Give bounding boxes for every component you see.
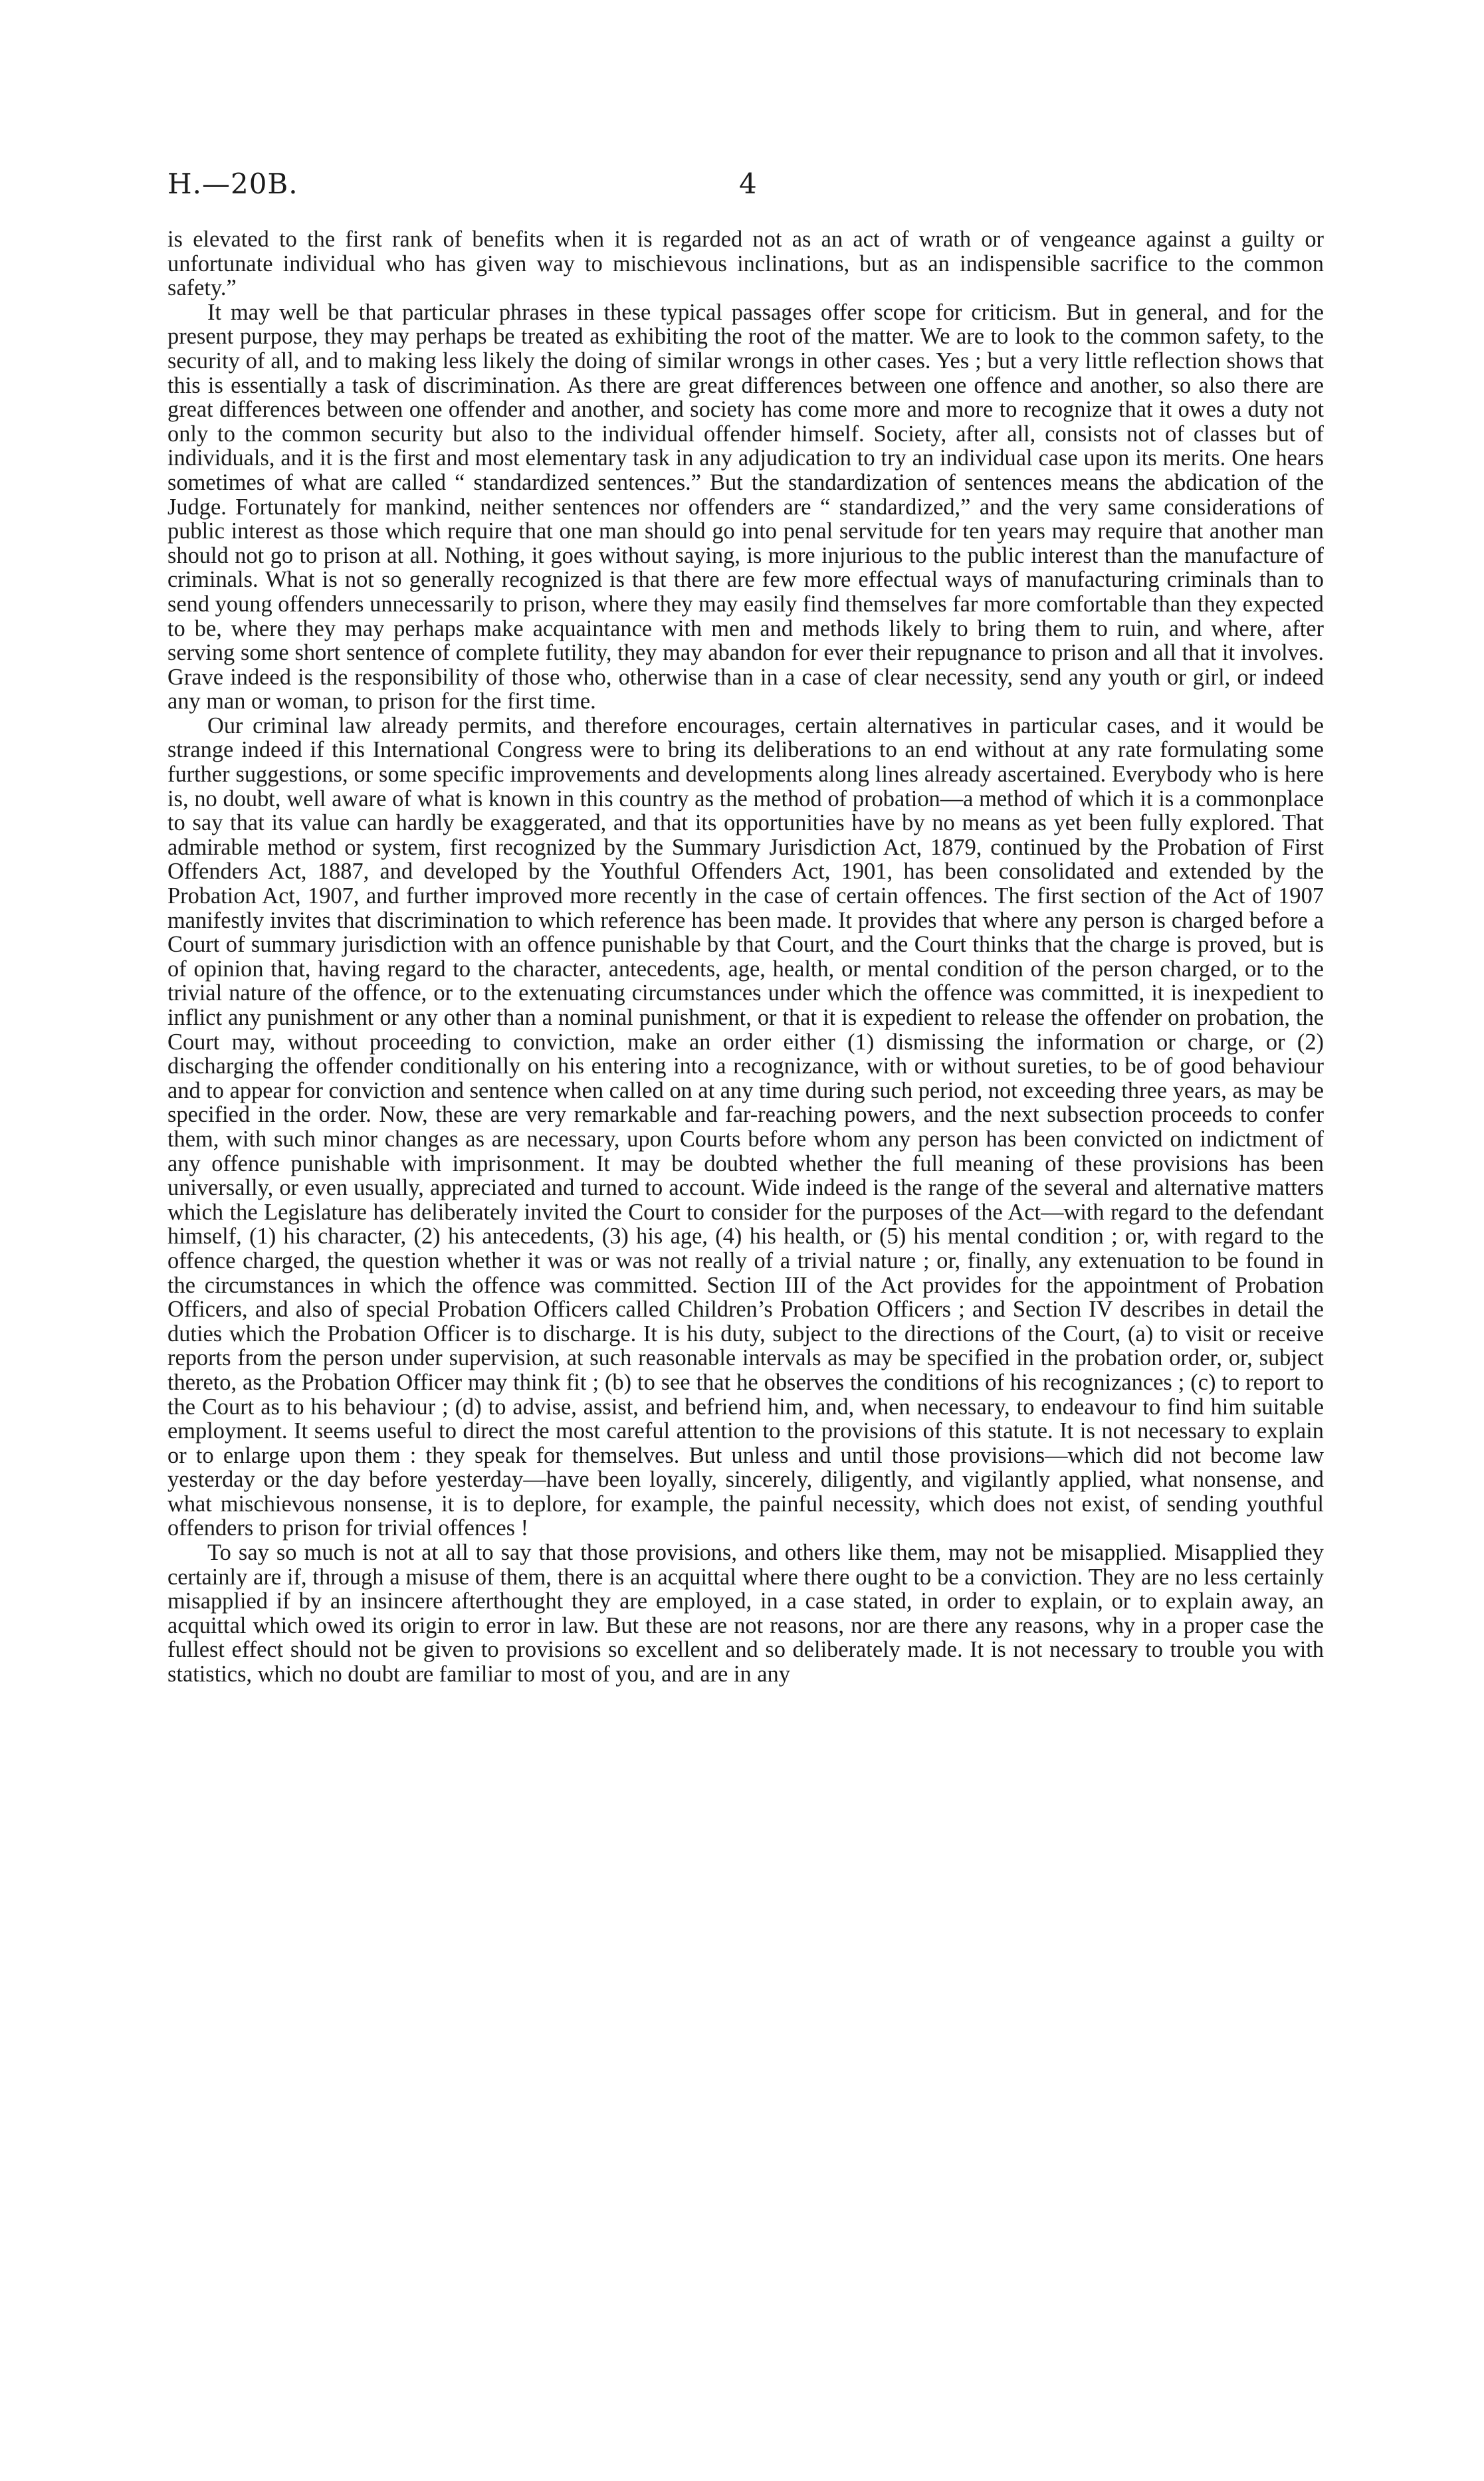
paragraph: Our criminal law already permits, and therefore encourages, certain alternatives in particular cases, and it would be strange indeed if this International Congress were to bring its deliberations to an end without at any rate formulating some further suggestions, or some specific improvements and developments along lines already ascertained. Everybody who is here is, no doubt, well aware of what is known in this country as the method of probation—a method of which it is a commonplace to say that its value can hardly be exaggerated, and that its opportunities have by no means as yet been fully explored. That admirable method or system, first recognized by the Summary Jurisdiction Act, 1879, continued by the Probation of First Offenders Act, 1887, and developed by the Youthful Offenders Act, 1901, has been consolidated and extended by the Probation Act, 1907, and further improved more recently in the case of certain offences. The first section of the Act of 1907 manifestly invites that discrimination to which reference has been made. It provides that where any person is charged before a Court of summary jurisdiction with an offence punishable by that Court, and the Court thinks that the charge is proved, but is of opinion that, having regard to the character, antecedents, age, health, or mental condition of the person charged, or to the trivial nature of the offence, or to the extenuating circumstances under which the offence was committed, it is inexpedient to inflict any punishment or any other than a nominal punishment, or that it is expedient to release the offender on probation, the Court may, without proceeding to conviction, make an order either (1) dismissing the information or charge, or (2) discharging the offender conditionally on his entering into a recognizance, with or without sureties, to be of good behaviour and to appear for conviction and sentence when called on at any time during such period, not exceeding three years, as may be specified in the order. Now, these are very remarkable and far-reaching powers, and the next subsection proceeds to confer them, with such minor changes as are necessary, upon Courts before whom any person has been convicted on indictment of any offence punishable with imprisonment. It may be doubted whether the full meaning of these provisions has been universally, or even usually, appreciated and turned to account. Wide indeed is the range of the several and alternative matters which the Legislature has deliberately invited the Court to consider for the purposes of the Act—with regard to the defendant himself, (1) his character, (2) his antecedents, (3) his age, (4) his health, or (5) his mental condition ; or, with regard to the offence charged, the question whether it was or was not really of a trivial nature ; or, finally, any extenuation to be found in the circumstances in which the offence was committed. Section III of the Act provides for the appointment of Probation Officers, and also of special Probation Officers called Children’s Probation Officers ; and Section IV describes in detail the duties which the Probation Officer is to discharge. It is his duty, subject to the directions of the Court, (a) to visit or receive reports from the person under supervision, at such reasonable intervals as may be specified in the probation order, or, subject thereto, as the Probation Officer may think fit ; (b) to see that he observes the conditions of his recognizances ; (c) to report to the Court as to his behaviour ; (d) to advise, assist, and befriend him, and, when necessary, to endeavour to find him suitable employment. It seems useful to direct the most careful attention to the provisions of this statute. It is not necessary to explain or to enlarge upon them : they speak for themselves. But unless and until those provisions—which did not become law yesterday or the day before yesterday—have been loyally, sincerely, diligently, and vigilantly applied, what nonsense, and what mischievous nonsense, it is to deplore, for example, the painful necessity, which does not exist, of sending youthful offenders to prison for trivial offences !: [167, 712, 1324, 1541]
page-header: [167, 167, 1324, 207]
paragraph: To say so much is not at all to say that those provisions, and others like them, may not be misapplied. Misapplied they certainly are if, through a misuse of them, there is an acquittal where there ought to be a conviction. They are no less certainly misapplied if by an insincere afterthought they are employed, in a case stated, in order to explain, or to explain away, an acquittal which owed its origin to error in law. But these are not reasons, nor are there any reasons, why in a proper case the fullest effect should not be given to provisions so excellent and so deliberately made. It is not necessary to trouble you with statistics, which no doubt are familiar to most of you, and are in any: [167, 1540, 1324, 1687]
paragraph: It may well be that particular phrases in these typical passages offer scope for criticism. But in general, and for the present purpose, they may perhaps be treated as exhibiting the root of the matter. We are to look to the common safety, to the security of all, and to making less likely the doing of similar wrongs in other cases. Yes ; but a very little reflection shows that this is essentially a task of discrimination. As there are great differences between one offence and another, so also there are great differences between one offender and another, and society has come more and more to recognize that it owes a duty not only to the common security but also to the individual offender himself. Society, after all, consists not of classes but of individuals, and it is the first and most elementary task in any adjudication to try an individual case upon its merits. One hears sometimes of what are called “ standardized sentences.” But the standardization of sentences means the abdication of the Judge. Fortunately for mankind, neither sentences nor offenders are “ standardized,” and the very same considerations of public interest as those which require that one man should go into penal servitude for ten years may require that another man should not go to prison at all. Nothing, it goes without saying, is more injurious to the public interest than the manufacture of criminals. What is not so generally recognized is that there are few more effectual ways of manufacturing criminals than to send young offenders unnecessarily to prison, where they may easily find themselves far more comfortable than they expected to be, where they may perhaps make acquaintance with men and methods likely to bring them to ruin, and where, after serving some short sentence of complete futility, they may abandon for ever their repugnance to prison and all that it involves. Grave indeed is the responsibility of those who, otherwise than in a case of clear necessity, send any youth or girl, or indeed any man or woman, to prison for the first time.: [167, 299, 1324, 714]
document-reference: H.—20B.: [167, 167, 298, 200]
page-number: 4: [739, 167, 757, 200]
body-text: [167, 227, 1324, 2421]
paragraph-continuation: is elevated to the first rank of benefits when it is regarded not as an act of wrath or of vengeance against a guilty or unfortunate individual who has given way to mischievous inclinations, but as an indispensible sacrifice to the common safety.”: [167, 227, 1324, 301]
